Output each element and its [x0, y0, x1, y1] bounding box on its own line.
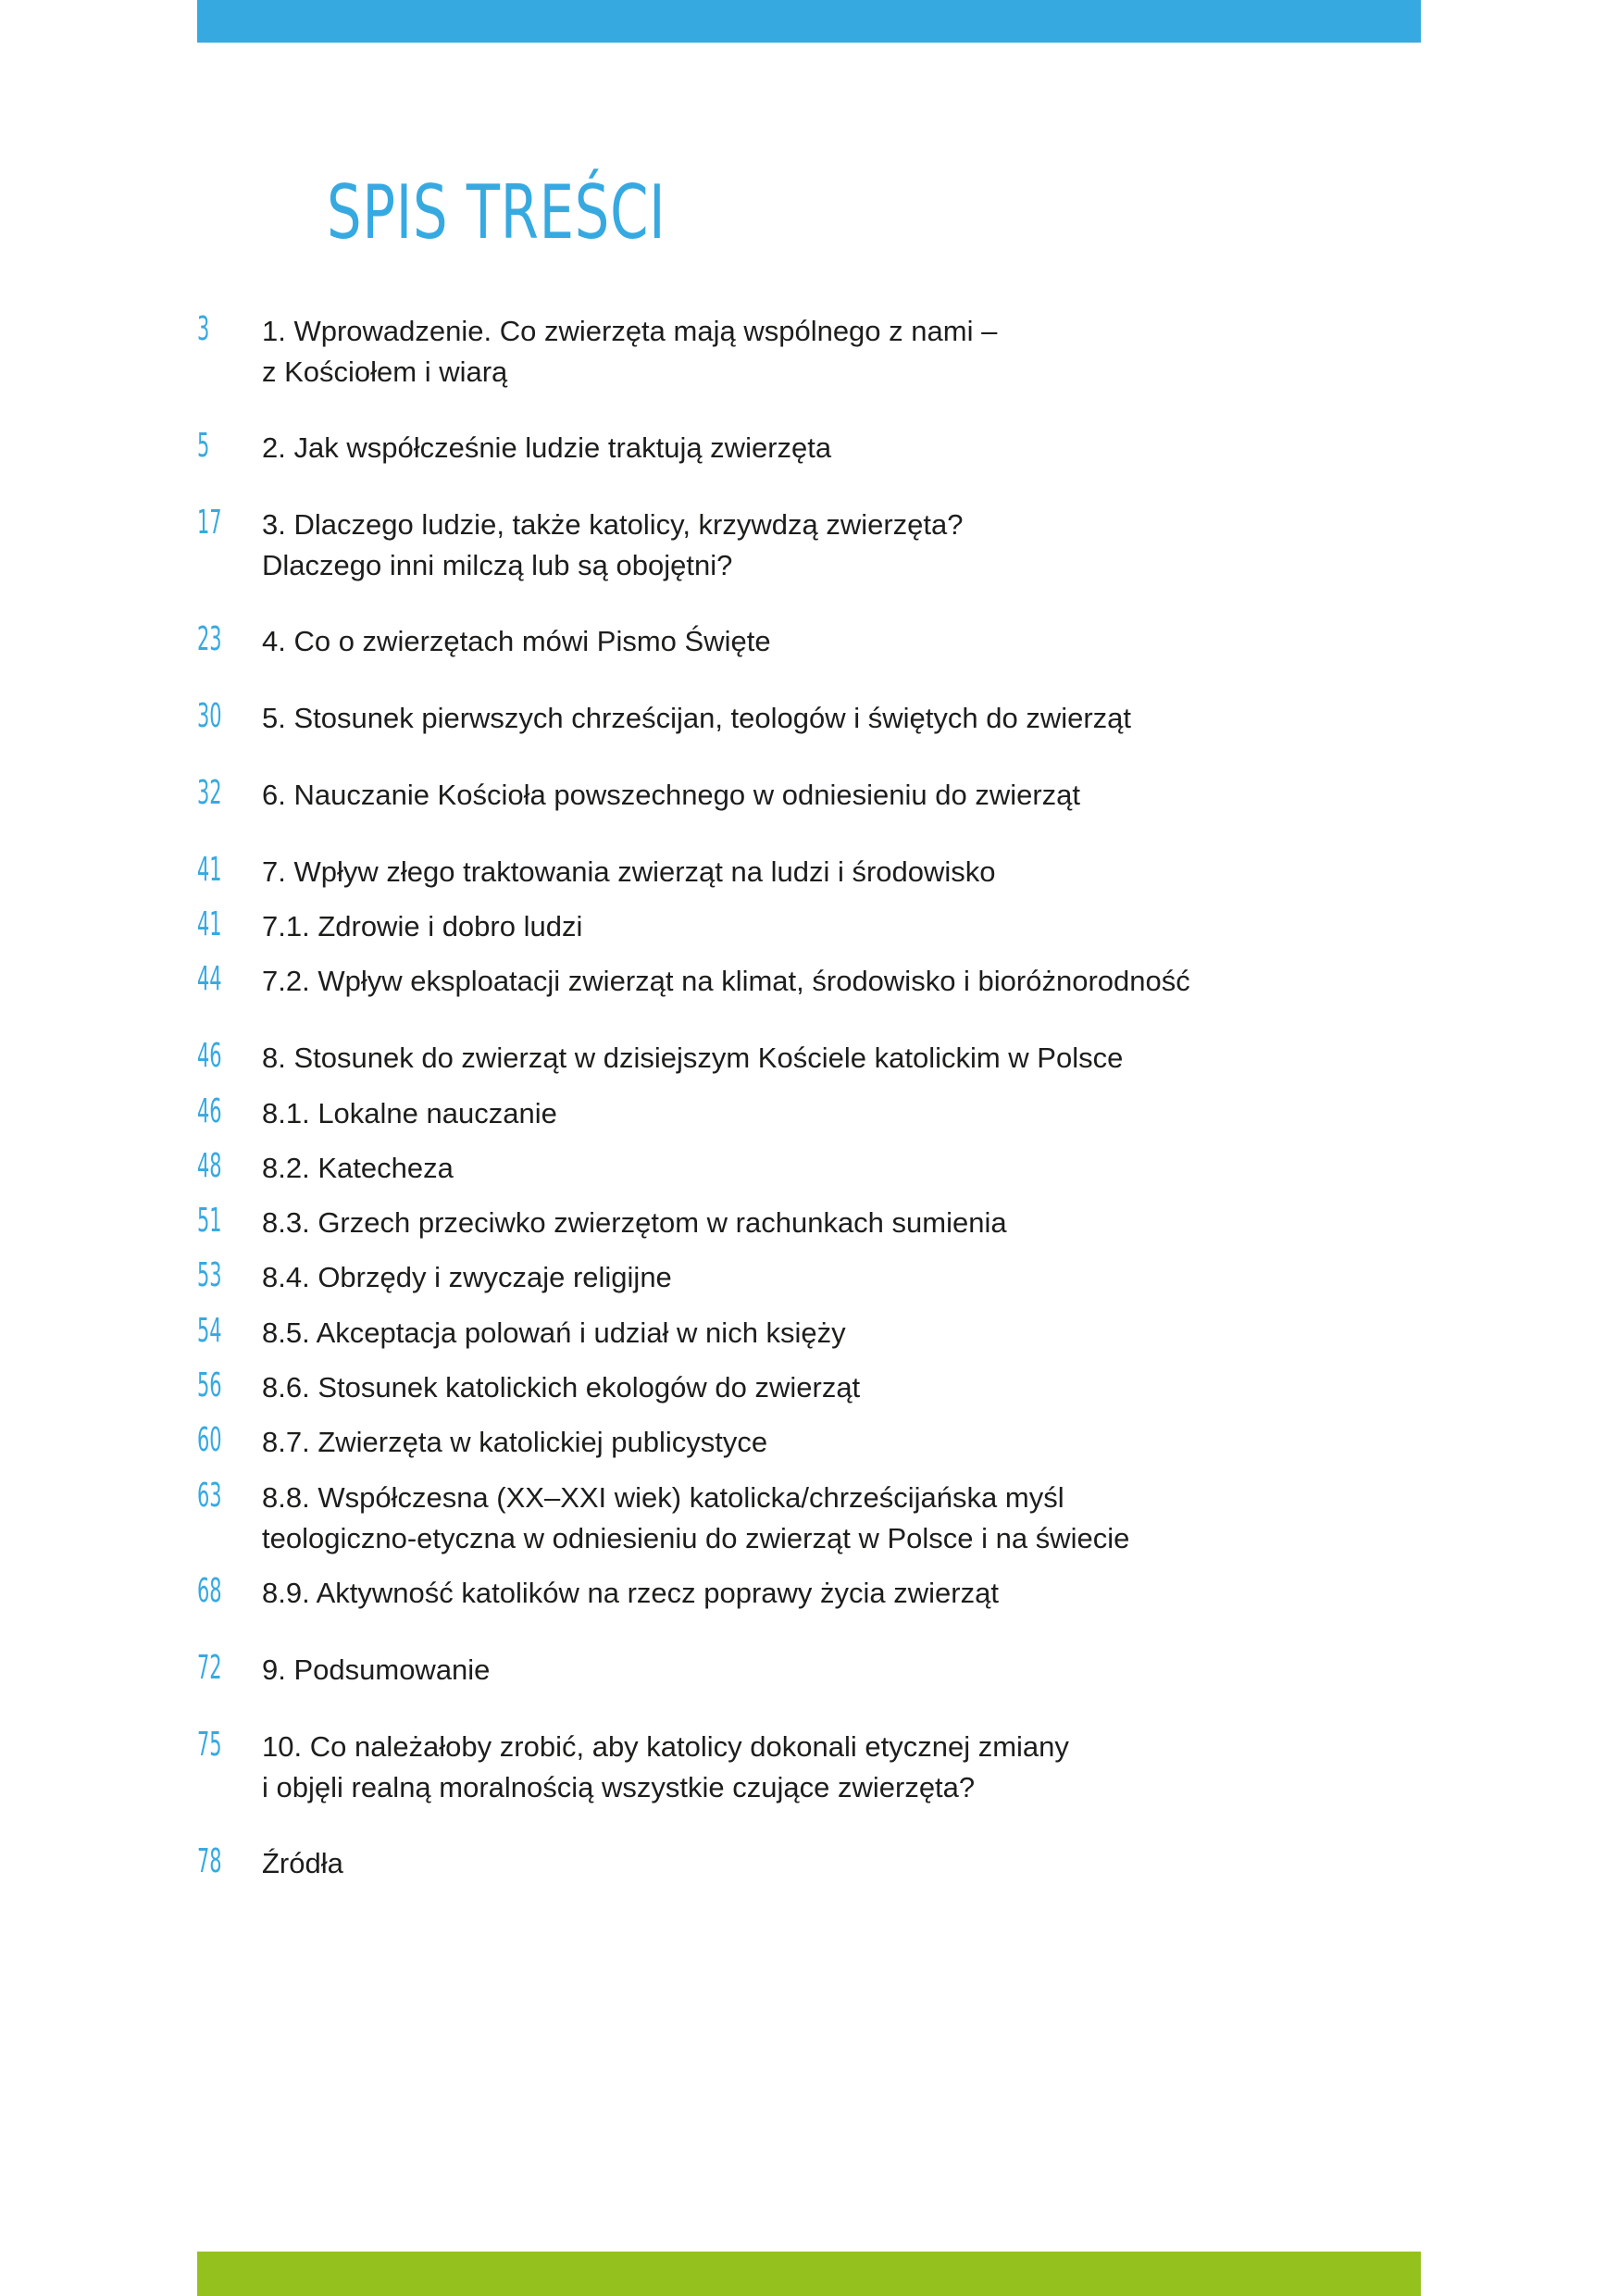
toc-page-number: 72 — [197, 1649, 222, 1687]
toc-entry-title: 8.5. Akceptacja polowań i udział w nich księży — [262, 1316, 846, 1349]
toc-entry-title: 5. Stosunek pierwszych chrześcijan, teologów i świętych do zwierząt — [262, 702, 1132, 734]
bottom-accent-bar — [197, 2252, 1421, 2296]
toc-page-number: 54 — [197, 1312, 222, 1350]
toc-entry-title: 7.1. Zdrowie i dobro ludzi — [262, 910, 583, 942]
toc-page-number: 75 — [197, 1726, 222, 1764]
toc-entry-title: 8.9. Aktywność katolików na rzecz poprawy życia zwierząt — [262, 1577, 999, 1609]
toc-entry-title: 8.7. Zwierzęta w katolickiej publicystyce — [262, 1426, 768, 1458]
top-accent-bar — [197, 0, 1421, 43]
toc-page-number: 41 — [197, 905, 222, 943]
page-title: SPIS TREŚCI — [327, 169, 666, 256]
toc-page-number: 23 — [197, 620, 222, 658]
toc-page-number: 3 — [197, 310, 210, 348]
toc-page-number: 17 — [197, 504, 222, 542]
toc-entry-title: 8. Stosunek do zwierząt w dzisiejszym Kościele katolickim w Polsce — [262, 1042, 1124, 1074]
toc-page-number: 56 — [197, 1366, 222, 1404]
toc-entry-title: 8.3. Grzech przeciwko zwierzętom w rachunkach sumienia — [262, 1206, 1007, 1239]
toc-entry-title: 7.2. Wpływ eksploatacji zwierząt na klimat, środowisko i bioróżnorodność — [262, 965, 1190, 997]
toc-page-number: 51 — [197, 1202, 222, 1240]
toc-page-number: 46 — [197, 1037, 222, 1075]
toc-page-number: 46 — [197, 1092, 222, 1130]
toc-entry-title: 8.4. Obrzędy i zwyczaje religijne — [262, 1261, 672, 1293]
toc-page-number: 68 — [197, 1572, 222, 1610]
toc-page-number: 60 — [197, 1421, 222, 1459]
toc-entry-title: 2. Jak współcześnie ludzie traktują zwierzęta — [262, 431, 832, 464]
toc-entry-title: 8.8. Współczesna (XX–XXI wiek) katolicka/chrześcijańska myśl teologiczno-etyczna w odniesieniu do zwierząt w Polsce i na świecie — [262, 1481, 1130, 1554]
toc-entry-title: 8.2. Katecheza — [262, 1152, 454, 1184]
toc-page-number: 53 — [197, 1256, 222, 1294]
toc-entry-title: 6. Nauczanie Kościoła powszechnego w odniesieniu do zwierząt — [262, 779, 1081, 811]
toc-page-number: 32 — [197, 774, 222, 812]
toc-page-number: 44 — [197, 960, 222, 998]
toc-entry-title: 8.1. Lokalne nauczanie — [262, 1097, 557, 1129]
toc-entry-title: 4. Co o zwierzętach mówi Pismo Święte — [262, 625, 771, 657]
toc-entry-title: 9. Podsumowanie — [262, 1653, 491, 1686]
toc-entry-title: 10. Co należałoby zrobić, aby katolicy dokonali etycznej zmiany i objęli realną moralnością wszystkie czujące zwierzęta? — [262, 1730, 1069, 1803]
toc-entry-title: 7. Wpływ złego traktowania zwierząt na ludzi i środowisko — [262, 855, 996, 888]
toc-entry-title: 1. Wprowadzenie. Co zwierzęta mają wspólnego z nami – z Kościołem i wiarą — [262, 315, 998, 388]
toc-page-number: 5 — [197, 427, 210, 465]
toc-entry-title: 8.6. Stosunek katolickich ekologów do zwierząt — [262, 1371, 861, 1404]
toc-page-number: 78 — [197, 1842, 222, 1880]
toc-entry-title: 3. Dlaczego ludzie, także katolicy, krzywdzą zwierzęta? Dlaczego inni milczą lub są obojętni? — [262, 508, 964, 581]
toc-page-number: 48 — [197, 1147, 222, 1185]
toc-page-number: 30 — [197, 697, 222, 735]
toc-page-number: 41 — [197, 851, 222, 889]
toc-page-number: 63 — [197, 1477, 222, 1515]
toc-entry-title: Źródła — [262, 1847, 343, 1879]
